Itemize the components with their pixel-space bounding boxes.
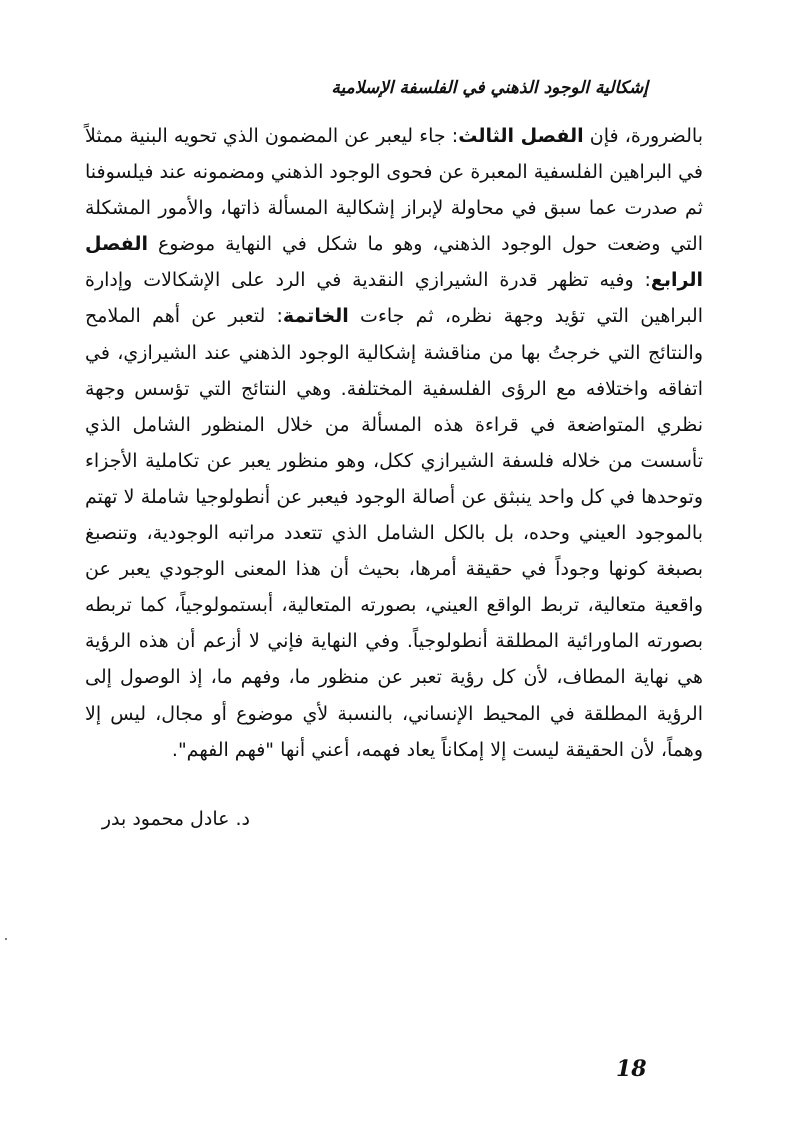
body-text-segment: : لتعبر عن أهم الملامح والنتائج التي خرجتُ بها من مناقشة إشكالية الوجود الذهني عند الشيرازي، في اتفاقه واختلافه مع الرؤى الفلسفية المختلفة. وهي النتائج التي تؤسس وجهة نظري المتواضعة في قراءة هذه المسألة من خلال المنظور الشامل الذي تأسست من خلاله فلسفة الشيرازي ككل، وهو منظور يعبر عن تكاملية الأجزاء وتوحدها في كل واحد ينبثق عن أصالة الوجود فيعبر عن أنطولوجيا شاملة لا تهتم بالموجود العيني وحده، بل بالكل الشامل الذي تتعدد مراتبه الوجودية، وتنصبغ بصبغة كونها وجوداً في حقيقة أمرها، بحيث أن هذا المعنى الوجودي يعبر عن واقعية متعالية، تربط الواقع العيني، بصورته المتعالية، أبستمولوجياً، كما تربطه بصورته الماورائية المطلقة أنطولوجياً. وفي النهاية فإني لا أزعم أن هذه الرؤية هي نهاية المطاف، لأن كل رؤية تعبر عن منظور ما، وفهم ما، إذ الوصول إلى الرؤية المطلقة في المحيط الإنساني، بالنسبة لأي موضوع أو مجال، ليس إلا وهماً، لأن الحقيقة ليست إلا إمكاناً يعاد فهمه، أعني أنها "فهم الفهم". (85, 305, 703, 761)
page-number: 18 (616, 1056, 647, 1082)
chapter-four-heading: الفصل الرابع (85, 233, 703, 292)
body-text-segment: بالضرورة، فإن (583, 125, 703, 147)
conclusion-heading: الخاتمة (282, 305, 349, 328)
running-header: إشكالية الوجود الذهني في الفلسفة الإسلامية (331, 78, 648, 98)
author-signature: د. عادل محمود بدر (101, 808, 250, 830)
scan-speck (5, 938, 7, 940)
body-paragraph (85, 118, 703, 768)
body-text-segment: : جاء ليعبر عن المضمون الذي تحويه البنية ممثلاً في البراهين الفلسفية المعبرة عن فحوى الوجود الذهني ومضمونه عند فيلسوفنا ثم صدرت عما سبق في محاولة لإبراز إشكالية المسألة ذاتها، والأمور المشكلة التي وضعت حول الوجود الذهني، وهو ما شكل في النهاية موضوع (85, 125, 703, 256)
chapter-three-heading: الفصل الثالث (458, 125, 584, 147)
body-text-segment: : وفيه تظهر قدرة الشيرازي النقدية في الرد على الإشكالات وإدارة البراهين التي تؤيد وجهة نظره، ثم جاءت (85, 269, 703, 328)
